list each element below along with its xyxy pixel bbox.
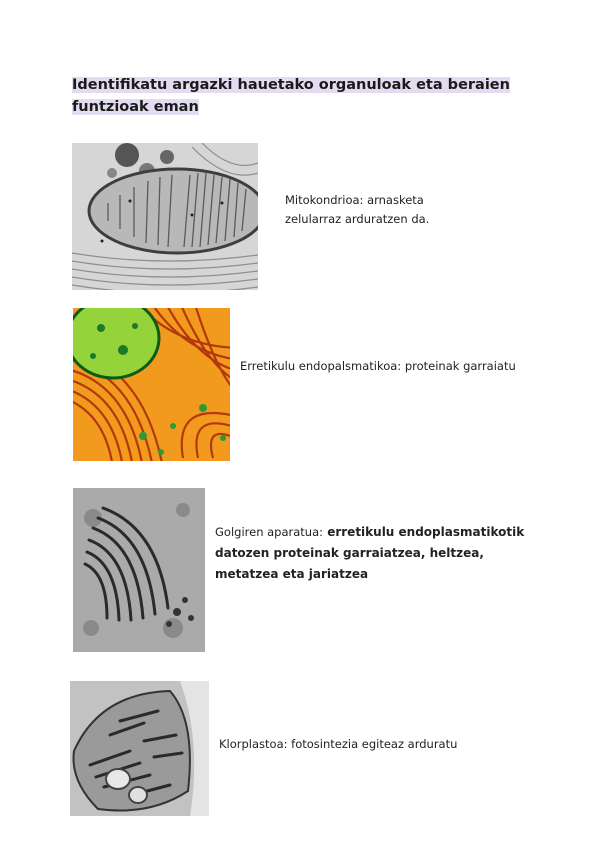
- chloroplast-caption: Klorplastoa: fotosintezia egiteaz arduratu: [219, 737, 458, 751]
- golgi-apparatus-caption: Golgiren aparatua: erretikulu endoplasmatikotik datozen proteinak garraiatzea, heltzea, metatzea eta jariatzea: [215, 525, 525, 581]
- mitochondrion-caption: Mitokondrioa: arnasketa zelularraz arduratzen da.: [285, 193, 430, 226]
- worksheet-heading: Identifikatu argazki hauetako organuloak eta beraien funtzioak eman: [72, 77, 510, 115]
- endoplasmic-reticulum-micrograph: [73, 308, 230, 461]
- mitochondrion-micrograph: [72, 143, 258, 290]
- endoplasmic-reticulum-caption: Erretikulu endopalsmatikoa: proteinak garraiatu: [240, 359, 516, 373]
- golgi-apparatus-micrograph: [73, 488, 205, 652]
- chloroplast-micrograph: [70, 681, 209, 816]
